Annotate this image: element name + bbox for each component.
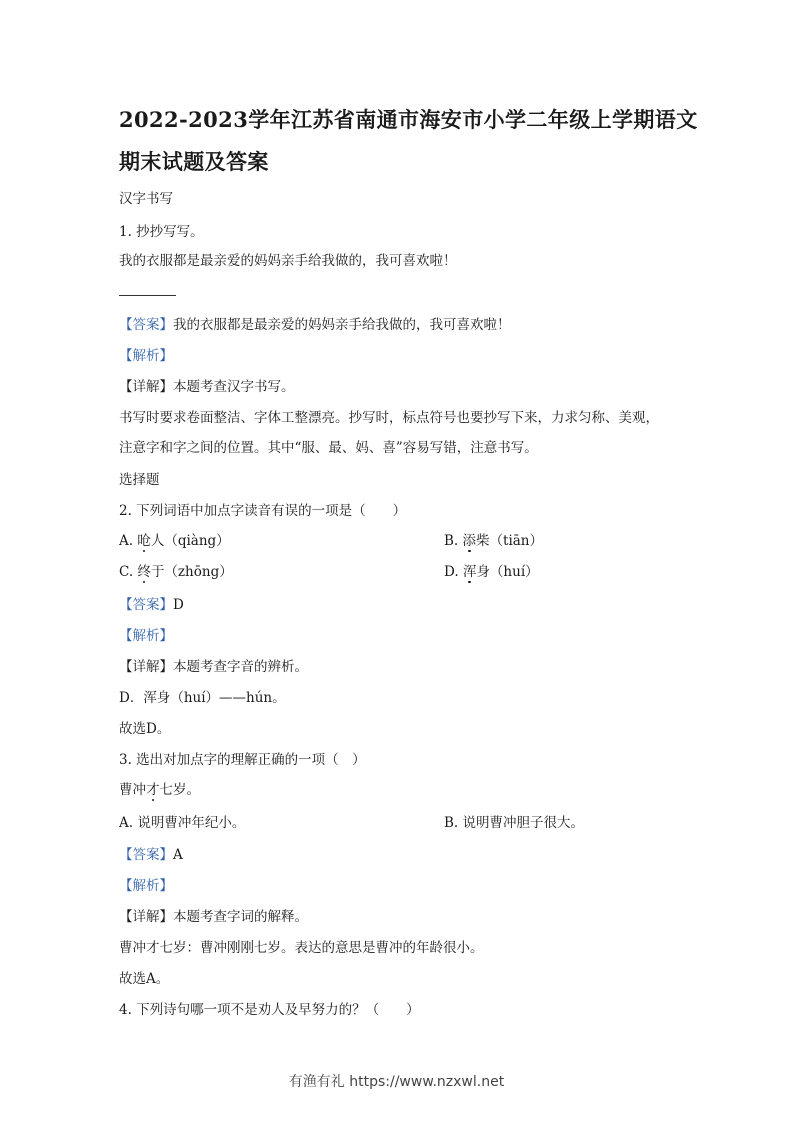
detail-text: 本题考查字音的辨析。	[173, 659, 308, 675]
dotted-character: 才	[146, 778, 160, 798]
dotted-character: 呛	[137, 529, 151, 549]
option-letter: B.	[444, 533, 463, 549]
detail-label: 【详解】	[119, 659, 173, 675]
dotted-character: 终	[137, 560, 151, 580]
detail-label: 【详解】	[119, 379, 173, 395]
question-1-analysis-label: 【解析】	[119, 348, 173, 364]
question-3-conclusion: 故选A。	[119, 971, 170, 987]
option-letter: D.	[444, 564, 463, 580]
question-1-explanation-line-1: 书写时要求卷面整洁、字体工整漂亮。抄写时，标点符号也要抄写下来，力求匀称、美观，	[119, 410, 659, 426]
answer-text: 我的衣服都是最亲爱的妈妈亲手给我做的，我可喜欢啦！	[173, 317, 511, 333]
question-2-option-a	[119, 529, 230, 549]
question-2-option-b	[444, 529, 543, 549]
dotted-character: 添	[463, 529, 477, 549]
answer-blank-line	[119, 295, 176, 296]
answer-label: 【答案】	[119, 847, 173, 863]
answer-text: D	[173, 597, 184, 613]
question-3-phrase	[119, 778, 200, 798]
dotted-character: 浑	[463, 560, 477, 580]
question-2-option-c	[119, 560, 233, 580]
option-letter: A.	[119, 533, 138, 549]
question-2-option-d	[444, 560, 539, 580]
section-heading-choice: 选择题	[119, 472, 160, 488]
question-1-explanation-line-2: 注意字和字之间的位置。其中“服、最、妈、喜”容易写错，注意书写。	[119, 440, 538, 456]
question-3-option-b: B. 说明曹冲胆子很大。	[444, 815, 585, 831]
question-3-explanation-line-1: 曹冲才七岁：曹冲刚刚七岁。表达的意思是曹冲的年龄很小。	[119, 940, 484, 956]
answer-text: A	[173, 847, 183, 863]
question-2-stem: 2. 下列词语中加点字读音有误的一项是（ ）	[119, 503, 407, 519]
section-heading-writing: 汉字书写	[119, 191, 173, 207]
option-rest: 柴（tiān）	[476, 533, 544, 549]
question-3-analysis-label: 【解析】	[119, 878, 173, 894]
question-2-explanation-line-1: D．浑身（huí）——hún。	[119, 690, 286, 706]
phrase-end: 七岁。	[159, 782, 200, 798]
question-3-stem: 3. 选出对加点字的理解正确的一项（ ）	[119, 752, 366, 768]
question-1-stem: 1. 抄抄写写。	[119, 224, 204, 240]
document-title-line-1: 2022-2023学年江苏省南通市海安市小学二年级上学期语文	[119, 107, 698, 132]
question-2-answer	[119, 593, 184, 613]
detail-text: 本题考查汉字书写。	[173, 379, 295, 395]
option-rest: 身（huí）	[476, 564, 539, 580]
detail-label: 【详解】	[119, 909, 173, 925]
option-rest: 人（qiàng）	[150, 533, 230, 549]
question-2-analysis-label: 【解析】	[119, 628, 173, 644]
question-1-answer	[119, 313, 511, 333]
question-1-detail	[119, 375, 295, 395]
answer-label: 【答案】	[119, 597, 173, 613]
page-footer: 有渔有礼 https://www.nzxwl.net	[288, 1074, 505, 1090]
question-4-stem: 4. 下列诗句哪一项不是劝人及早努力的？（ ）	[119, 1002, 420, 1018]
phrase-start: 曹冲	[119, 782, 146, 798]
question-2-conclusion: 故选D。	[119, 721, 171, 737]
question-3-answer	[119, 843, 183, 863]
question-3-detail	[119, 905, 308, 925]
answer-label: 【答案】	[119, 317, 173, 333]
document-title-line-2: 期末试题及答案	[119, 149, 269, 174]
option-rest: 于（zhōng）	[150, 564, 233, 580]
question-3-option-a: A. 说明曹冲年纪小。	[119, 815, 246, 831]
option-letter: C.	[119, 564, 138, 580]
detail-text: 本题考查字词的解释。	[173, 909, 308, 925]
question-1-sentence: 我的衣服都是最亲爱的妈妈亲手给我做的，我可喜欢啦！	[119, 253, 457, 269]
question-2-detail	[119, 655, 308, 675]
